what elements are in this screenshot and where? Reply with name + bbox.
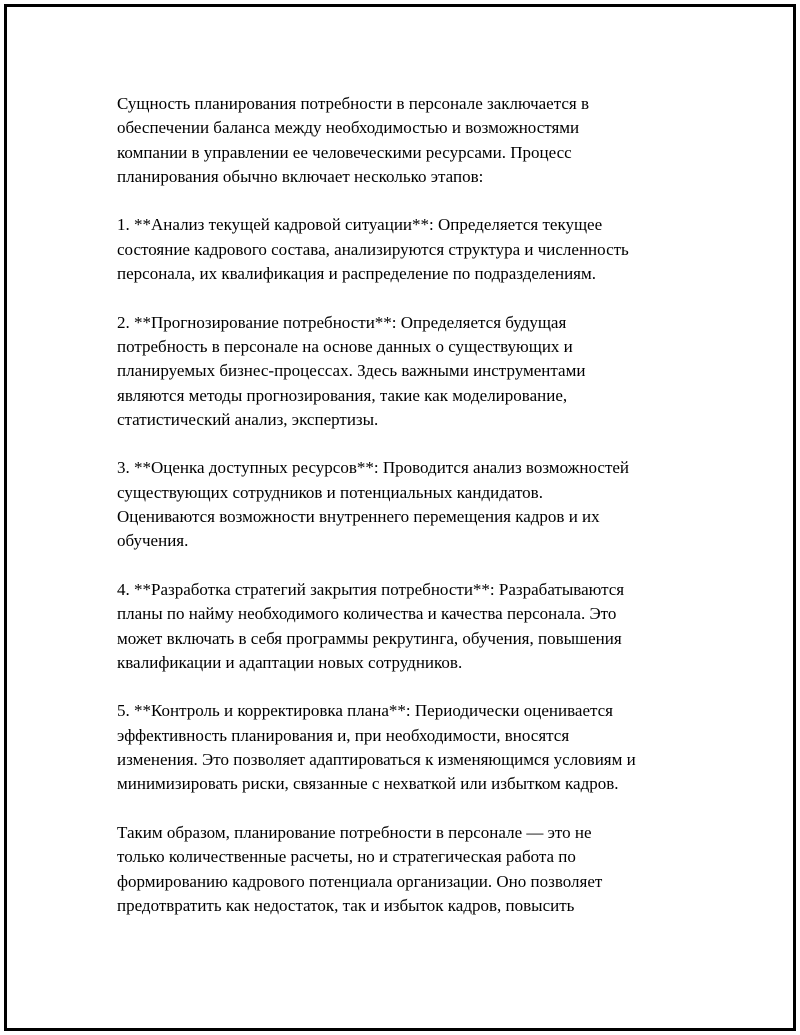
text-line: Оцениваются возможности внутреннего перемещения кадров и их	[117, 507, 600, 527]
text-line: состояние кадрового состава, анализируются структура и численность	[117, 239, 629, 259]
text-line: может включать в себя программы рекрутинга, обучения, повышения	[117, 628, 622, 648]
text-line: обучения.	[117, 531, 189, 551]
step-1-paragraph	[117, 213, 697, 286]
text-line: 2. **Прогнозирование потребности**: Определяется будущая	[117, 312, 567, 332]
text-line: обеспечении баланса между необходимостью и возможностями	[117, 118, 580, 138]
step-4-paragraph	[117, 578, 697, 675]
step-5-paragraph	[117, 699, 697, 796]
text-line: существующих сотрудников и потенциальных кандидатов.	[117, 482, 543, 502]
conclusion-paragraph	[117, 821, 697, 918]
text-line: предотвратить как недостаток, так и избыток кадров, повысить	[117, 895, 575, 915]
text-line: 5. **Контроль и корректировка плана**: Периодически оценивается	[117, 701, 613, 721]
text-line: формированию кадрового потенциала организации. Оно позволяет	[117, 871, 603, 891]
text-line: 4. **Разработка стратегий закрытия потребности**: Разрабатываются	[117, 579, 625, 599]
text-line: являются методы прогнозирования, такие как моделирование,	[117, 385, 568, 405]
text-line: компании в управлении ее человеческими ресурсами. Процесс	[117, 142, 572, 162]
text-line: изменения. Это позволяет адаптироваться к изменяющимся условиям и	[117, 750, 636, 770]
text-line: планирования обычно включает несколько этапов:	[117, 166, 484, 186]
text-line: статистический анализ, экспертизы.	[117, 409, 379, 429]
text-line: только количественные расчеты, но и стратегическая работа по	[117, 847, 576, 867]
text-line: Таким образом, планирование потребности в персонале — это не	[117, 822, 592, 842]
text-line: квалификации и адаптации новых сотрудников.	[117, 652, 463, 672]
text-line: потребность в персонале на основе данных о существующих и	[117, 336, 573, 356]
document-body	[117, 92, 697, 942]
intro-paragraph	[117, 92, 697, 189]
text-line: Сущность планирования потребности в персонале заключается в	[117, 94, 589, 113]
text-line: персонала, их квалификация и распределение по подразделениям.	[117, 264, 596, 284]
text-line: планируемых бизнес-процессах. Здесь важными инструментами	[117, 361, 586, 381]
text-line: эффективность планирования и, при необходимости, вносятся	[117, 725, 570, 745]
text-line: планы по найму необходимого количества и качества персонала. Это	[117, 604, 617, 624]
text-line: 1. **Анализ текущей кадровой ситуации**: Определяется текущее	[117, 215, 603, 235]
step-2-paragraph	[117, 311, 697, 432]
text-line: минимизировать риски, связанные с нехваткой или избытком кадров.	[117, 774, 619, 794]
step-3-paragraph	[117, 456, 697, 553]
text-line: 3. **Оценка доступных ресурсов**: Проводится анализ возможностей	[117, 458, 630, 478]
